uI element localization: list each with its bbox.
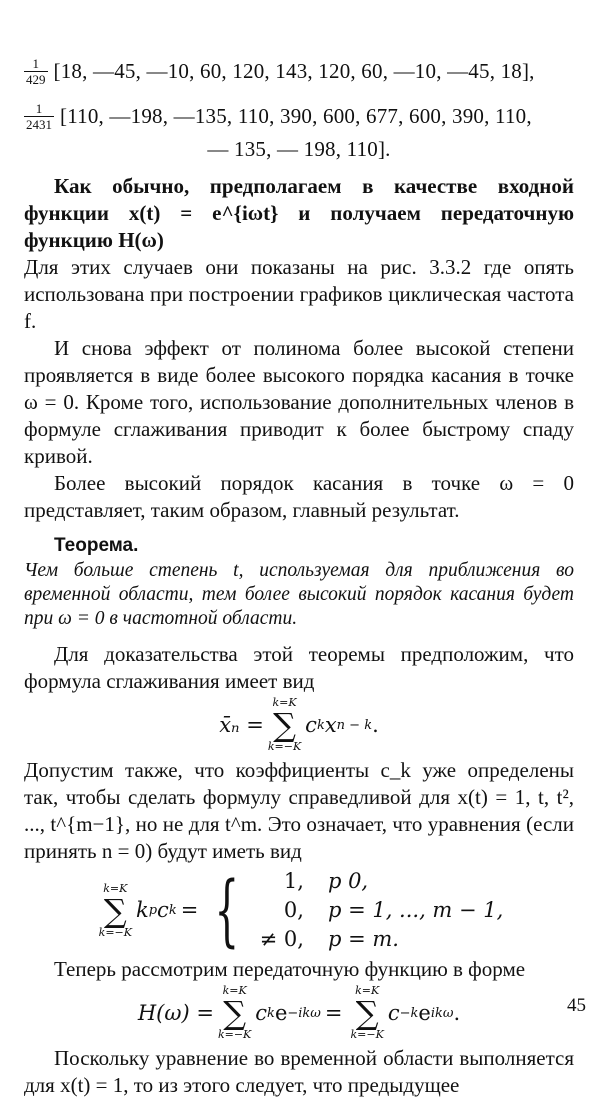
fraction-numerator: 1 bbox=[32, 56, 39, 71]
theorem-statement: Чем больше степень t, используемая для приближения во временной области, тем более высокий порядок касания будет при ω = 0 в частотной области. bbox=[24, 560, 574, 629]
coefficient-subscript: k bbox=[168, 903, 177, 918]
exponential-base: e bbox=[274, 1000, 288, 1025]
formula-end: . bbox=[372, 712, 379, 737]
sum-lower-limit: k=−K bbox=[267, 740, 302, 753]
sum-lower-limit: k=−K bbox=[217, 1028, 252, 1041]
sum-upper-limit: k=K bbox=[355, 984, 380, 997]
case-row bbox=[252, 925, 503, 954]
coefficient-symbol: c bbox=[387, 1000, 400, 1025]
paragraph-conclusion: Поскольку уравнение во временной области выполняется для x(t) = 1, то из этого следует, что предыдущее bbox=[24, 1046, 574, 1097]
case-rows bbox=[252, 867, 503, 954]
transfer-function-formula bbox=[24, 985, 574, 1041]
summation-sign bbox=[218, 985, 251, 1041]
coefficient-symbol: c bbox=[305, 712, 317, 737]
coefficient-subscript: −k bbox=[399, 1005, 419, 1021]
exponent: −ikω bbox=[287, 1005, 321, 1021]
left-brace-icon: { bbox=[214, 865, 240, 956]
sigma-symbol: ∑ bbox=[103, 891, 127, 930]
case-value: ≠ 0, bbox=[259, 927, 304, 951]
coefficient-symbol: c bbox=[157, 898, 169, 922]
formula-end: . bbox=[453, 1000, 461, 1025]
exponential-base: e bbox=[418, 1000, 431, 1025]
sigma-symbol: ∑ bbox=[223, 994, 247, 1032]
summation-sign bbox=[99, 883, 132, 939]
theorem-title: Теорема. bbox=[54, 535, 139, 556]
coefficient-sequence: [110, —198, —135, 110, 390, 600, 677, 600, 390, 110, bbox=[60, 104, 532, 128]
paragraph-input-function: Как обычно, предполагаем в качестве входной функции x(t) = e^{iωt} и получаем передаточную функцию H(ω) bbox=[24, 174, 574, 252]
case-condition: p 0, bbox=[327, 869, 369, 893]
equals-sign: = bbox=[324, 1000, 343, 1025]
power-base: k bbox=[135, 898, 149, 922]
case-condition: p = 1, ..., m − 1, bbox=[327, 898, 504, 922]
paragraph-coefficient-assumption: Допустим также, что коэффициенты c_k уже определены так, чтобы сделать формулу справедливой для x(t) = 1, t, t², ..., t^{m−1}, но не для t^m. Это означает, что уравнения (если принять n = 0) будут иметь вид bbox=[24, 758, 574, 863]
paragraph-main-result: Более высокий порядок касания в точке ω = 0 представляет, таким образом, главный результат. bbox=[24, 471, 574, 522]
sum-upper-limit: k=K bbox=[103, 881, 128, 895]
smoothing-formula bbox=[24, 697, 574, 753]
sum-upper-limit: k=K bbox=[222, 984, 247, 997]
formula-lhs: x̄ₙ = bbox=[219, 712, 264, 737]
sum-lower-limit: k=−K bbox=[350, 1028, 384, 1041]
paragraph-figure-reference: Для этих случаев они показаны на рис. 3.3.2 где опять использована при построении графиков циклическая частота f. bbox=[24, 255, 574, 333]
page-number: 45 bbox=[567, 995, 586, 1016]
case-condition: p = m. bbox=[327, 927, 399, 951]
summation-sign bbox=[351, 985, 384, 1041]
paragraph-higher-degree-effect: И снова эффект от полинома более высокой степени проявляется в виде более высокого порядка касания в точке ω = 0. Кроме того, использование дополнительных членов в формуле сглаживания приводит к более быстрому спаду кривой. bbox=[24, 336, 574, 468]
case-row bbox=[252, 896, 503, 925]
paragraph-proof-intro: Для доказательства этой теоремы предположим, что формула сглаживания имеет вид bbox=[24, 642, 574, 693]
coefficient-symbol: c bbox=[255, 1000, 268, 1025]
sum-lower-limit: k=−K bbox=[98, 925, 132, 939]
fraction-denominator: 429 bbox=[26, 72, 46, 87]
case-value: 0, bbox=[283, 898, 304, 922]
sequence-line-2 bbox=[24, 101, 574, 132]
formula-lhs: H(ω) = bbox=[137, 1000, 214, 1025]
exponent: ikω bbox=[430, 1005, 454, 1021]
paragraph-transfer-intro: Теперь рассмотрим передаточную функцию в форме bbox=[54, 957, 526, 981]
power-exponent: p bbox=[148, 903, 158, 918]
equals-sign: = bbox=[180, 898, 199, 922]
cases-block bbox=[198, 867, 503, 954]
sigma-symbol: ∑ bbox=[355, 994, 379, 1032]
case-row bbox=[252, 867, 503, 896]
coefficient-subscript: k bbox=[267, 1005, 275, 1021]
coefficient-sequence: [18, —45, —10, 60, 120, 143, 120, 60, —10, —45, 18], bbox=[53, 59, 535, 83]
fraction-numerator: 1 bbox=[35, 101, 43, 116]
case-value: 1, bbox=[283, 869, 304, 893]
sequence-continuation: — 135, — 198, 110]. bbox=[207, 137, 391, 161]
sample-subscript: n − k bbox=[336, 717, 373, 733]
conditions-formula bbox=[24, 867, 574, 954]
sum-upper-limit: k=K bbox=[272, 696, 297, 709]
fraction-1-429 bbox=[24, 56, 48, 87]
sigma-symbol: ∑ bbox=[273, 706, 296, 744]
sequence-line-1 bbox=[24, 56, 574, 87]
fraction-1-2431 bbox=[24, 101, 54, 132]
sample-symbol: x bbox=[324, 712, 337, 737]
summation-sign bbox=[268, 697, 301, 753]
fraction-denominator: 2431 bbox=[26, 117, 52, 132]
coefficient-subscript: k bbox=[316, 717, 325, 733]
